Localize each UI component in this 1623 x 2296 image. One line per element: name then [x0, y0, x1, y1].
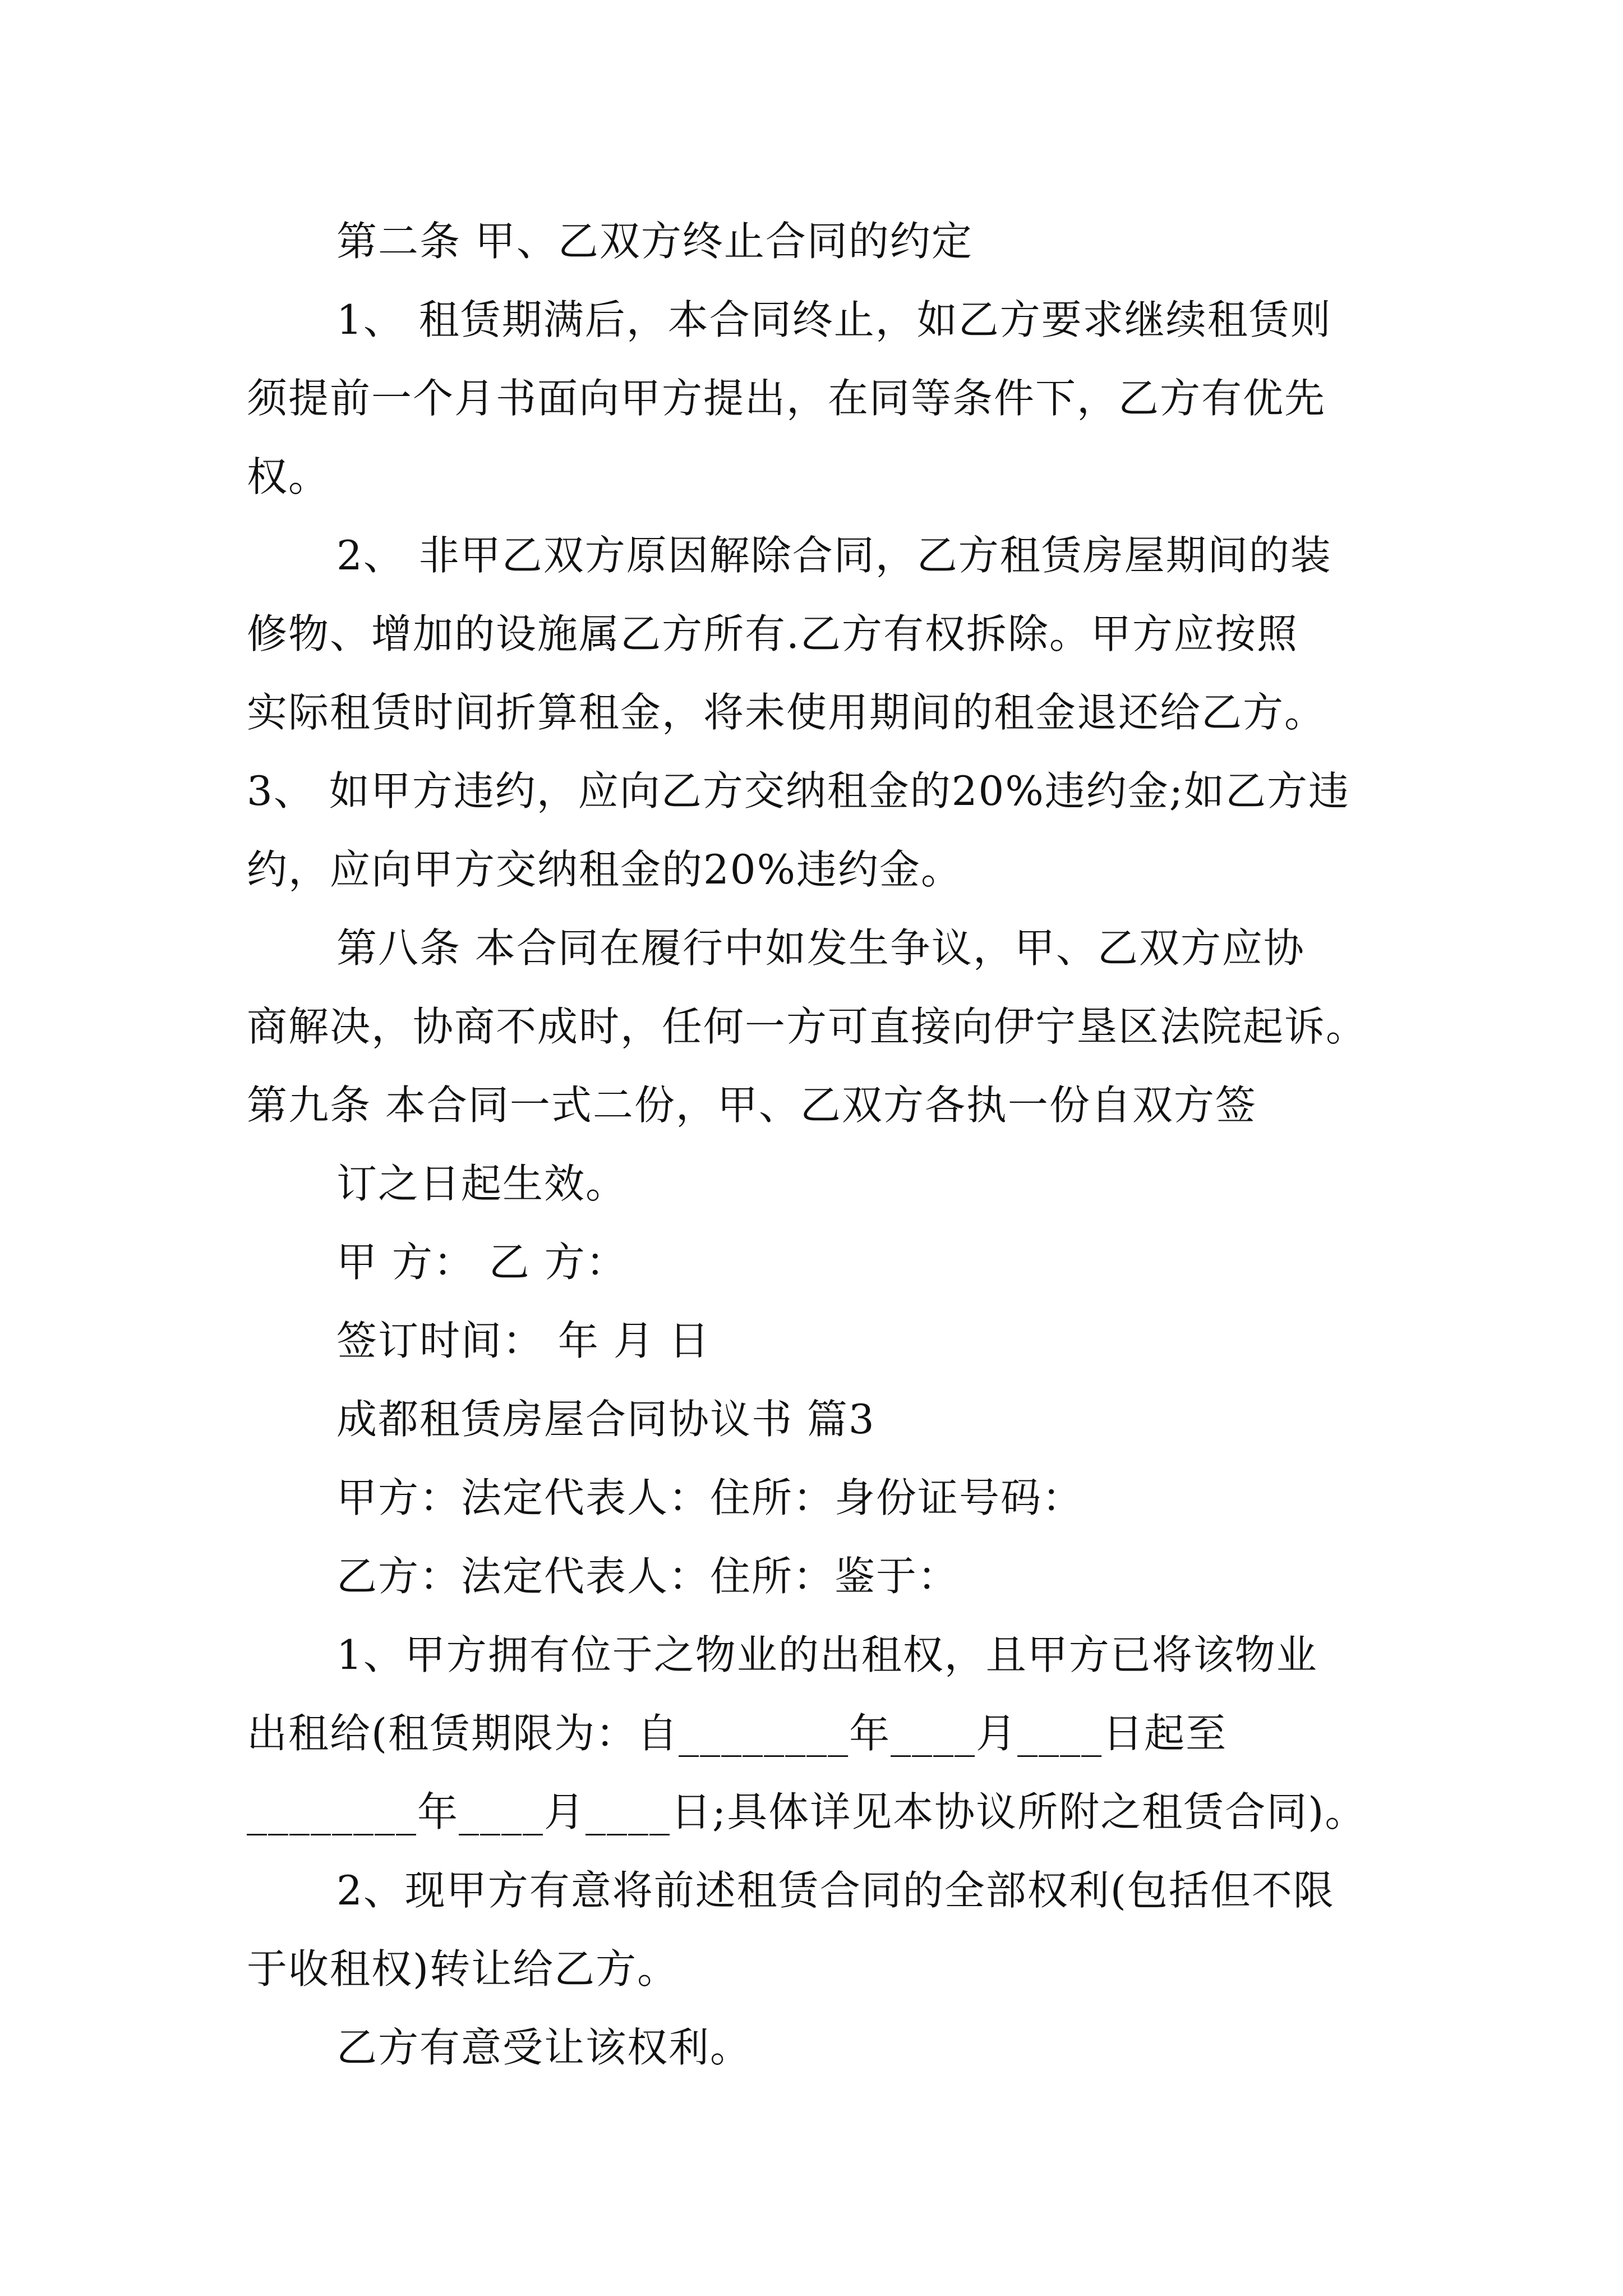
clause-2-item-2-line-1: 2、 非甲乙双方原因解除合同，乙方租赁房屋期间的装 — [336, 532, 1332, 579]
clause-2-item-1-line-2: 须提前一个月书面向甲方提出，在同等条件下，乙方有优先 — [247, 375, 1326, 422]
clause-2-item-3-line-1: 3、 如甲方违约，应向乙方交纳租金的20%违约金;如乙方违 — [247, 767, 1350, 815]
recital-2-line-2: 于收租权)转让给乙方。 — [247, 1945, 679, 1993]
recital-1-line-2: 出租给(租赁期限为：自________年____月____日起至 — [247, 1710, 1228, 1757]
clause-2-item-1-line-1: 1、 租赁期满后，本合同终止，如乙方要求继续租赁则 — [336, 296, 1332, 343]
recital-1-line-1: 1、甲方拥有位于之物业的出租权，且甲方已将该物业 — [336, 1631, 1318, 1678]
party-a-info: 甲方：法定代表人：住所：身份证号码： — [336, 1474, 1084, 1521]
recital-3: 乙方有意受让该权利。 — [336, 2024, 752, 2071]
party-b-info: 乙方：法定代表人：住所：鉴于： — [336, 1553, 960, 1600]
clause-2-item-2-line-2: 修物、增加的设施属乙方所有.乙方有权拆除。甲方应按照 — [247, 610, 1298, 657]
section-title-part-3: 成都租赁房屋合同协议书 篇3 — [336, 1396, 875, 1443]
clause-2-heading: 第二条 甲、乙双方终止合同的约定 — [336, 218, 973, 265]
clause-2-item-3-line-2: 约，应向甲方交纳租金的20%违约金。 — [247, 846, 963, 893]
clause-2-item-1-line-3: 权。 — [247, 453, 330, 500]
signature-date: 签订时间： 年 月 日 — [336, 1317, 711, 1364]
clause-9-line-1: 第九条 本合同一式二份，甲、乙双方各执一份自双方签 — [247, 1082, 1257, 1129]
clause-8-line-2: 商解决，协商不成时，任何一方可直接向伊宁垦区法院起诉。 — [247, 1003, 1368, 1050]
signature-parties: 甲 方： 乙 方： — [336, 1239, 628, 1286]
recital-2-line-1: 2、现甲方有意将前述租赁合同的全部权利(包括但不限 — [336, 1867, 1335, 1914]
clause-8-line-1: 第八条 本合同在履行中如发生争议，甲、乙双方应协 — [336, 924, 1305, 972]
clause-9-line-2: 订之日起生效。 — [336, 1160, 628, 1207]
clause-2-item-2-line-3: 实际租赁时间折算租金，将未使用期间的租金退还给乙方。 — [247, 689, 1326, 736]
recital-1-line-3: ________年____月____日;具体详见本协议所附之租赁合同)。 — [247, 1788, 1367, 1835]
